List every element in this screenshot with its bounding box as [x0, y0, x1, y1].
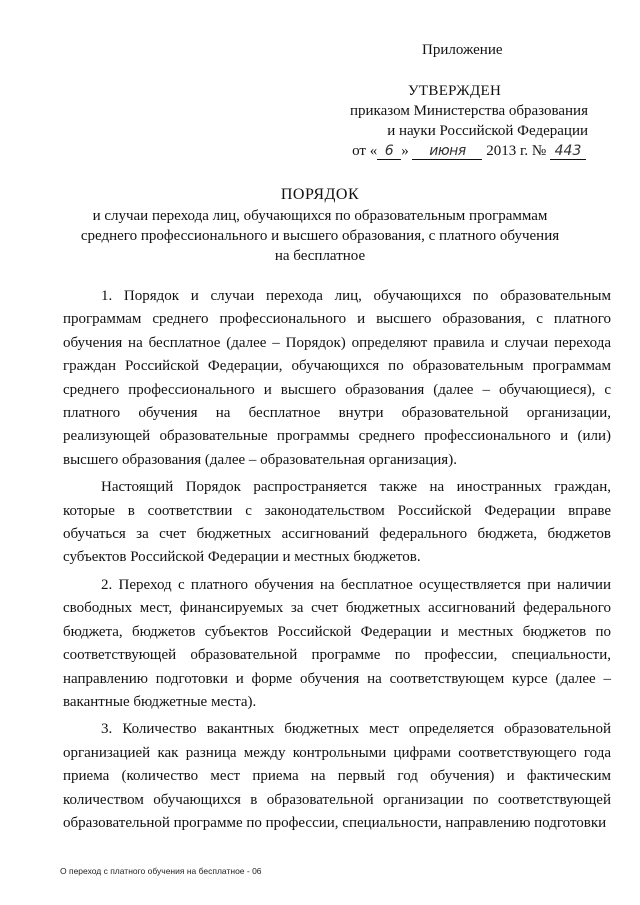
title-line-1: и случаи перехода лиц, обучающихся по образовательным программам	[92, 208, 548, 224]
title-line-3: на бесплатное	[274, 248, 366, 264]
handwritten-month: июня	[412, 143, 482, 160]
order-line-1: приказом Министерства образования	[350, 103, 588, 119]
order-line-2: и науки Российской Федерации	[387, 123, 588, 139]
title-heading: ПОРЯДОК	[280, 186, 360, 203]
paragraph-2: 2. Переход с платного обучения на бесплатное осуществляется при наличии свободных мест, финансируемых за счет бюджетных ассигнований федерального бюджета, бюджетов субъектов Российской Федерации и местных бюджетов по соответствующей образовательной программе по профессии, специальности, направлению подготовки и форме обучения на соответствующем курсе (далее – вакантные бюджетные места).	[63, 576, 611, 710]
approved-label: УТВЕРЖДЕН	[408, 83, 502, 99]
appendix-label: Приложение	[422, 42, 503, 58]
date-year: 2013 г. №	[486, 143, 547, 159]
handwritten-day: 6	[377, 143, 401, 160]
paragraph-foreign-citizens: Настоящий Порядок распространяется также на иностранных граждан, которые в соответствии с законодательством Российской Федерации вправе обучаться за счет бюджетных ассигнований федерального бюджета, бюджетов субъектов Российской Федерации и местных бюджетов.	[63, 479, 611, 566]
handwritten-order-number: 443	[550, 143, 586, 160]
page-footer: О переход с платного обучения на бесплатное - 06	[60, 866, 262, 876]
paragraph-3: 3. Количество вакантных бюджетных мест определяется образовательной организацией как разница между контрольными цифрами соответствующего года приема (количество мест приема на первый год обучения) и фактическим количеством обучающихся в образовательной организации по соответствующей образовательной программе по профессии, специальности, направлению подготовки	[63, 721, 611, 831]
document-body	[63, 285, 611, 839]
date-prefix: от «	[352, 143, 378, 159]
title-line-2: среднего профессионального и высшего образования, с платного обучения	[80, 228, 560, 244]
order-date-line	[300, 141, 586, 161]
approval-block	[300, 40, 600, 161]
paragraph-1: 1. Порядок и случаи перехода лиц, обучающихся по образовательным программам среднего профессионального и высшего образования, с платного обучения на бесплатное (далее – Порядок) определяют правила и случаи перехода граждан Российской Федерации, обучающихся по образовательным программам среднего профессионального и высшего образования (далее – обучающиеся), с платного обучения на бесплатное внутри образовательной организации, реализующей образовательные программы среднего профессионального и (или) высшего образования (далее – образовательная организация).	[63, 288, 611, 468]
document-title	[40, 185, 600, 266]
date-mid: »	[401, 143, 409, 159]
